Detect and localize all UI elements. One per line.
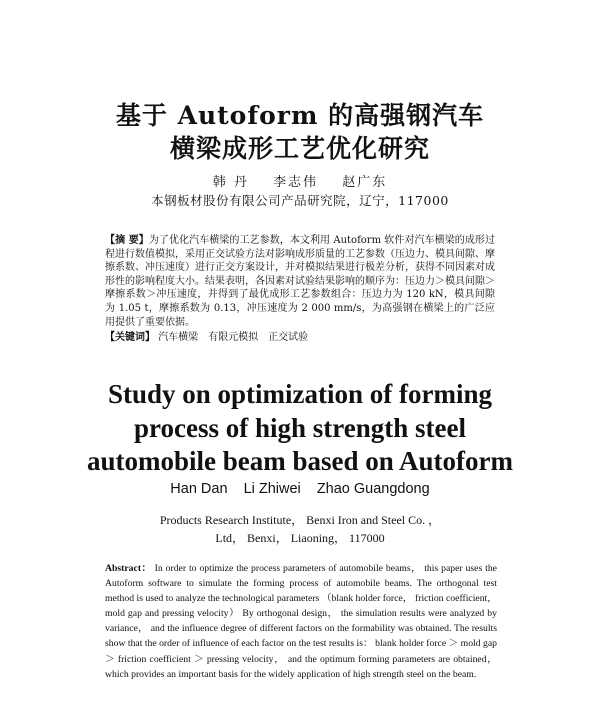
english-abstract-label: Abstract：: [105, 563, 152, 574]
chinese-keywords: [105, 331, 495, 345]
chinese-author: 赵广东: [342, 175, 388, 190]
english-abstract: [105, 561, 497, 682]
english-abstract-text: In order to optimize the process parameters of automobile beams， this paper uses the Autoform software to simulate the forming process of automobile beams. The orthogonal test method is used to analyze the technological parameters （blank holder force， friction coefficient， mold gap and pressing velocity） By orthogonal design， the simulation results were analyzed by variance， and the influence degree of different factors on the formability was obtained. The results show that the order of influence of each factor on the test results is： blank holder force ＞ mold gap ＞ friction coefficient ＞ pressing velocity， and the optimum forming parameters are obtained， which provides an important basis for the widely application of high strength steel on the beam.: [105, 563, 497, 680]
chinese-keywords-label: 【关键词】: [105, 332, 155, 343]
chinese-title-line-2: 横梁成形工艺优化研究: [169, 134, 430, 163]
chinese-keywords-text: 汽车横梁 有限元模拟 正交试验: [158, 332, 309, 343]
english-title-line-2: process of high strength steel: [134, 413, 466, 443]
chinese-abstract-label: 【摘 要】: [105, 235, 149, 246]
chinese-author: 李志伟: [273, 175, 319, 190]
chinese-abstract-text: 为了优化汽车横梁的工艺参数，本文利用 Autoform 软件对汽车横梁的成形过程进行数值模拟，采用正交试验方法对影响成形质量的工艺参数（压边力、模具间隙、摩擦系数、冲压速度）进行正交方案设计，并对模拟结果进行极差分析，获得不同因素对成形性的影响程度大小。结果表明，各因素对试验结果影响的顺序为：压边力＞模具间隙＞摩擦系数＞冲压速度，并得到了最优成形工艺参数组合：压边力为 120 kN，模具间隙为 1.05 t，摩擦系数为 0.13，冲压速度为 2 000 mm/s，为高强钢在横梁上的广泛应用提供了重要依据。: [105, 235, 496, 328]
english-author: Han Dan: [170, 481, 228, 497]
chinese-author: 韩 丹: [212, 175, 249, 190]
english-title-line-1: Study on optimization of forming: [107, 379, 493, 409]
english-author: Zhao Guangdong: [316, 481, 430, 497]
english-affiliation-line-2: Ltd， Benxi， Liaoning， 117000: [215, 531, 385, 545]
english-affiliation-line-1: Products Research Institute， Benxi Iron and Steel Co. ，: [159, 513, 441, 527]
english-author: Li Zhiwei: [243, 481, 301, 497]
english-authors: [0, 481, 600, 497]
english-title-line-3: automobile beam based on Autoform: [86, 446, 513, 476]
chinese-abstract: [105, 234, 495, 329]
chinese-title-line-1: 基于 Autoform 的高强钢汽车: [115, 101, 485, 130]
chinese-authors: [0, 171, 600, 190]
chinese-affiliation: 本钢板材股份有限公司产品研究院，辽宁，117000: [151, 193, 449, 208]
